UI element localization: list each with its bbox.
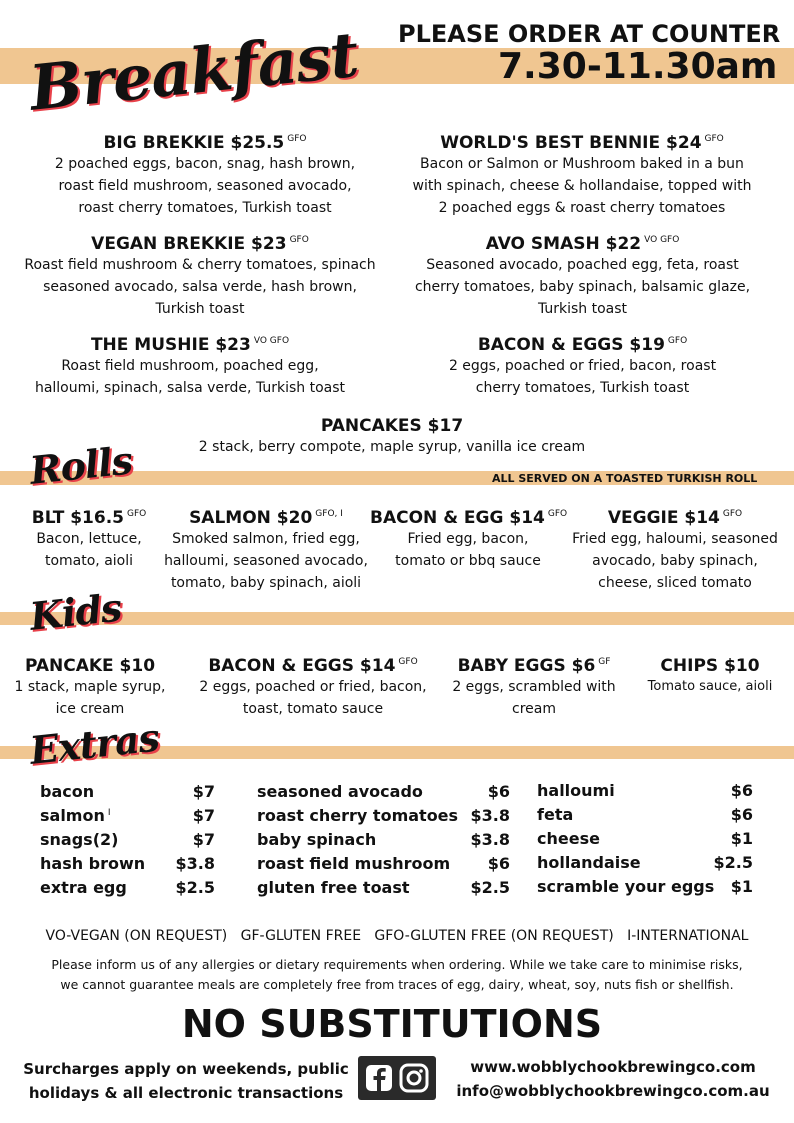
item-desc-line: 1 stack, maple syrup, [14,679,166,695]
item-desc-line: 2 poached eggs & roast cherry tomatoes [438,200,726,216]
extra-name: scramble your eggs [537,877,715,896]
item-desc-line: Bacon, lettuce, [36,531,142,547]
item-title: PANCAKE $10 [24,656,156,676]
social-icons [358,1056,436,1100]
item-desc-line: tomato or bbq sauce [395,553,541,569]
extra-price: $6 [487,782,510,801]
item-desc-line: Turkish toast [537,301,628,317]
extra-price: $7 [192,806,215,825]
item-desc-line: halloumi, spinach, salsa verde, Turkish toast [34,380,346,396]
allergy-notice [0,955,794,995]
extra-price: $2.5 [175,878,215,897]
item-tag: GFO [667,336,688,347]
extras-row [537,853,753,877]
item-desc-line: avocado, baby spinach, [592,553,758,569]
item-tag: GFO [127,509,147,520]
instagram-icon[interactable] [401,1065,427,1091]
extra-name: seasoned avocado [257,782,423,801]
item-title: BACON & EGGS $14 [208,656,396,676]
item-title: WORLD'S BEST BENNIE $24 [440,133,702,153]
item-desc-line: Bacon or Salmon or Mushroom baked in a bun [420,156,744,172]
item-desc-line: ice cream [55,701,125,717]
item-desc-line: roast field mushroom, seasoned avocado, [58,178,352,194]
extra-name: cheese [537,829,600,848]
item-desc-line: halloumi, seasoned avocado, [164,553,368,569]
menu-item-salmon [160,508,372,594]
item-desc-line: 2 poached eggs, bacon, snag, hash brown, [54,156,356,172]
extra-name: bacon [40,782,95,801]
item-tag: GFO [547,509,568,520]
menu-item-the-mushie [10,335,370,399]
item-title: BIG BREKKIE $25.5 [103,133,285,153]
item-desc-line: Fried egg, haloumi, seasoned [572,531,778,547]
item-desc-line: tomato, aioli [44,553,134,569]
extra-name: gluten free toast [257,878,410,897]
extra-price: $6 [730,781,753,800]
dietary-legend: VO-VEGAN (ON REQUEST) GF-GLUTEN FREE GFO-GLUTEN FREE (ON REQUEST) I-INTERNATIONAL [45,928,749,944]
item-title: VEGGIE $14 [607,508,720,528]
item-desc-line: cream [512,701,556,717]
extras-row [537,877,753,901]
extra-price: $1 [730,829,753,848]
item-desc-line: 2 stack, berry compote, maple syrup, vanilla ice cream [198,439,586,455]
menu-item-blt [14,508,164,572]
item-desc-line: Roast field mushroom & cherry tomatoes, spinach [24,257,376,273]
extras-row [40,878,215,902]
extras-row [40,806,215,830]
extra-price: $7 [192,782,215,801]
order-note: PLEASE ORDER AT COUNTER [398,20,781,48]
item-desc-line: cherry tomatoes, baby spinach, balsamic glaze, [414,279,751,295]
extras-column-3 [537,781,753,901]
item-desc-line: Tomato sauce, aioli [647,679,773,694]
item-desc-line: with spinach, cheese & hollandaise, topped with [412,178,752,194]
item-desc-line: 2 eggs, poached or fried, bacon, roast [448,358,717,374]
menu-item-chips [630,656,790,698]
item-title: SALMON $20 [189,508,313,528]
social-icons-svg [358,1056,436,1100]
extra-name: salmon [40,806,105,825]
extra-name: hash brown [40,854,146,873]
item-tag: GFO [289,235,309,246]
item-desc-line: Fried egg, bacon, [407,531,529,547]
extra-price: $2.5 [713,853,753,872]
item-title: BACON & EGG $14 [370,508,545,528]
item-title: PANCAKES $17 [320,416,464,436]
extras-row [537,781,753,805]
item-tag: GFO [287,134,307,145]
website-link[interactable]: www.wobblychookbrewingco.com [470,1058,756,1076]
extra-price: $3.8 [175,854,215,873]
item-desc-line: Smoked salmon, fried egg, [172,531,360,547]
item-desc-line: cherry tomatoes, Turkish toast [475,380,690,396]
extra-tag: I [107,807,111,818]
menu-item-baby-eggs [444,656,624,720]
extra-name: extra egg [40,878,127,897]
item-tag: VO GFO [253,336,290,347]
menu-item-pancakes [150,416,634,458]
extras-column-2 [257,782,510,902]
item-tag: GFO [398,657,418,668]
rolls-note: ALL SERVED ON A TOASTED TURKISH ROLL [492,472,758,485]
item-tag: GFO [704,134,724,145]
item-desc-line: cheese, sliced tomato [598,575,752,591]
item-tag: VO GFO [644,235,680,246]
extra-name: baby spinach [257,830,377,849]
item-desc-line: Turkish toast [155,301,245,317]
extra-name: roast cherry tomatoes [257,806,459,825]
extras-row [257,806,510,830]
facebook-icon[interactable] [366,1065,392,1091]
extra-price: $3.8 [470,806,510,825]
surcharge-line: holidays & all electronic transactions [28,1084,344,1102]
item-desc-line: seasoned avocado, salsa verde, hash brown, [43,279,357,295]
extras-heading: Extras [27,714,161,773]
extra-price: $1 [730,877,753,896]
item-title: BACON & EGGS $19 [477,335,665,355]
menu-item-kids-pancake [8,656,172,720]
extra-price: $7 [192,830,215,849]
extra-price: $6 [487,854,510,873]
extra-price: $2.5 [470,878,510,897]
item-title: VEGAN BREKKIE $23 [91,234,287,254]
extra-name: halloumi [537,781,615,800]
extras-row [537,829,753,853]
menu-item-worlds-best-bennie [382,133,782,219]
item-title: THE MUSHIE $23 [90,335,251,355]
item-title: BLT $16.5 [31,508,124,528]
extras-column-1 [40,782,215,902]
email-link[interactable]: info@wobblychookbrewingco.com.au [456,1082,770,1100]
extra-name: hollandaise [537,853,641,872]
no-substitutions-heading: NO SUBSTITUTIONS [181,1002,603,1046]
allergy-notice-line: Please inform us of any allergies or dietary requirements when ordering. While we take care to minimise risks, [51,957,743,972]
item-desc-line: Roast field mushroom, poached egg, [61,358,319,374]
menu-item-bacon-and-egg-roll [370,508,566,572]
extra-name: roast field mushroom [257,854,451,873]
menu-item-big-brekkie [20,133,390,219]
item-desc-line: 2 eggs, poached or fried, bacon, [199,679,427,695]
rolls-heading: Rolls [27,437,134,493]
allergy-notice-line: we cannot guarantee meals are completely free from traces of egg, dairy, wheat, soy, nuts fish or shellfish. [60,977,734,992]
breakfast-heading: Breakfast [26,17,362,125]
extras-row [40,830,215,854]
item-desc-line: tomato, baby spinach, aioli [170,575,362,591]
item-desc-line: Seasoned avocado, poached egg, feta, roast [426,257,739,273]
item-title: CHIPS $10 [660,656,760,676]
extras-row [257,782,510,806]
item-title: AVO SMASH $22 [485,234,642,254]
item-tag: GFO [722,509,743,520]
hours: 7.30-11.30am [498,46,778,87]
extras-row [40,854,215,878]
kids-heading: Kids [27,584,124,639]
item-desc-line: roast cherry tomatoes, Turkish toast [78,200,332,216]
menu-item-kids-bacon-and-eggs [190,656,436,720]
extras-row [257,878,510,902]
extras-row [257,830,510,854]
extras-row [537,805,753,829]
extras-row [40,782,215,806]
menu-item-avo-smash [400,234,765,320]
menu-item-bacon-and-eggs [400,335,765,399]
item-title: BABY EGGS $6 [457,656,596,676]
menu-item-veggie [566,508,784,594]
extra-price: $3.8 [470,830,510,849]
menu-item-vegan-brekkie [10,234,390,320]
extra-name: feta [537,805,574,824]
extra-price: $6 [730,805,753,824]
item-tag: GF [598,657,611,668]
extras-row [257,854,510,878]
surcharge-notice [16,1057,356,1105]
item-desc-line: 2 eggs, scrambled with [452,679,616,695]
extra-name: snags(2) [40,830,119,849]
surcharge-line: Surcharges apply on weekends, public [23,1060,349,1078]
item-tag: GFO, I [315,509,343,520]
item-desc-line: toast, tomato sauce [242,701,384,717]
